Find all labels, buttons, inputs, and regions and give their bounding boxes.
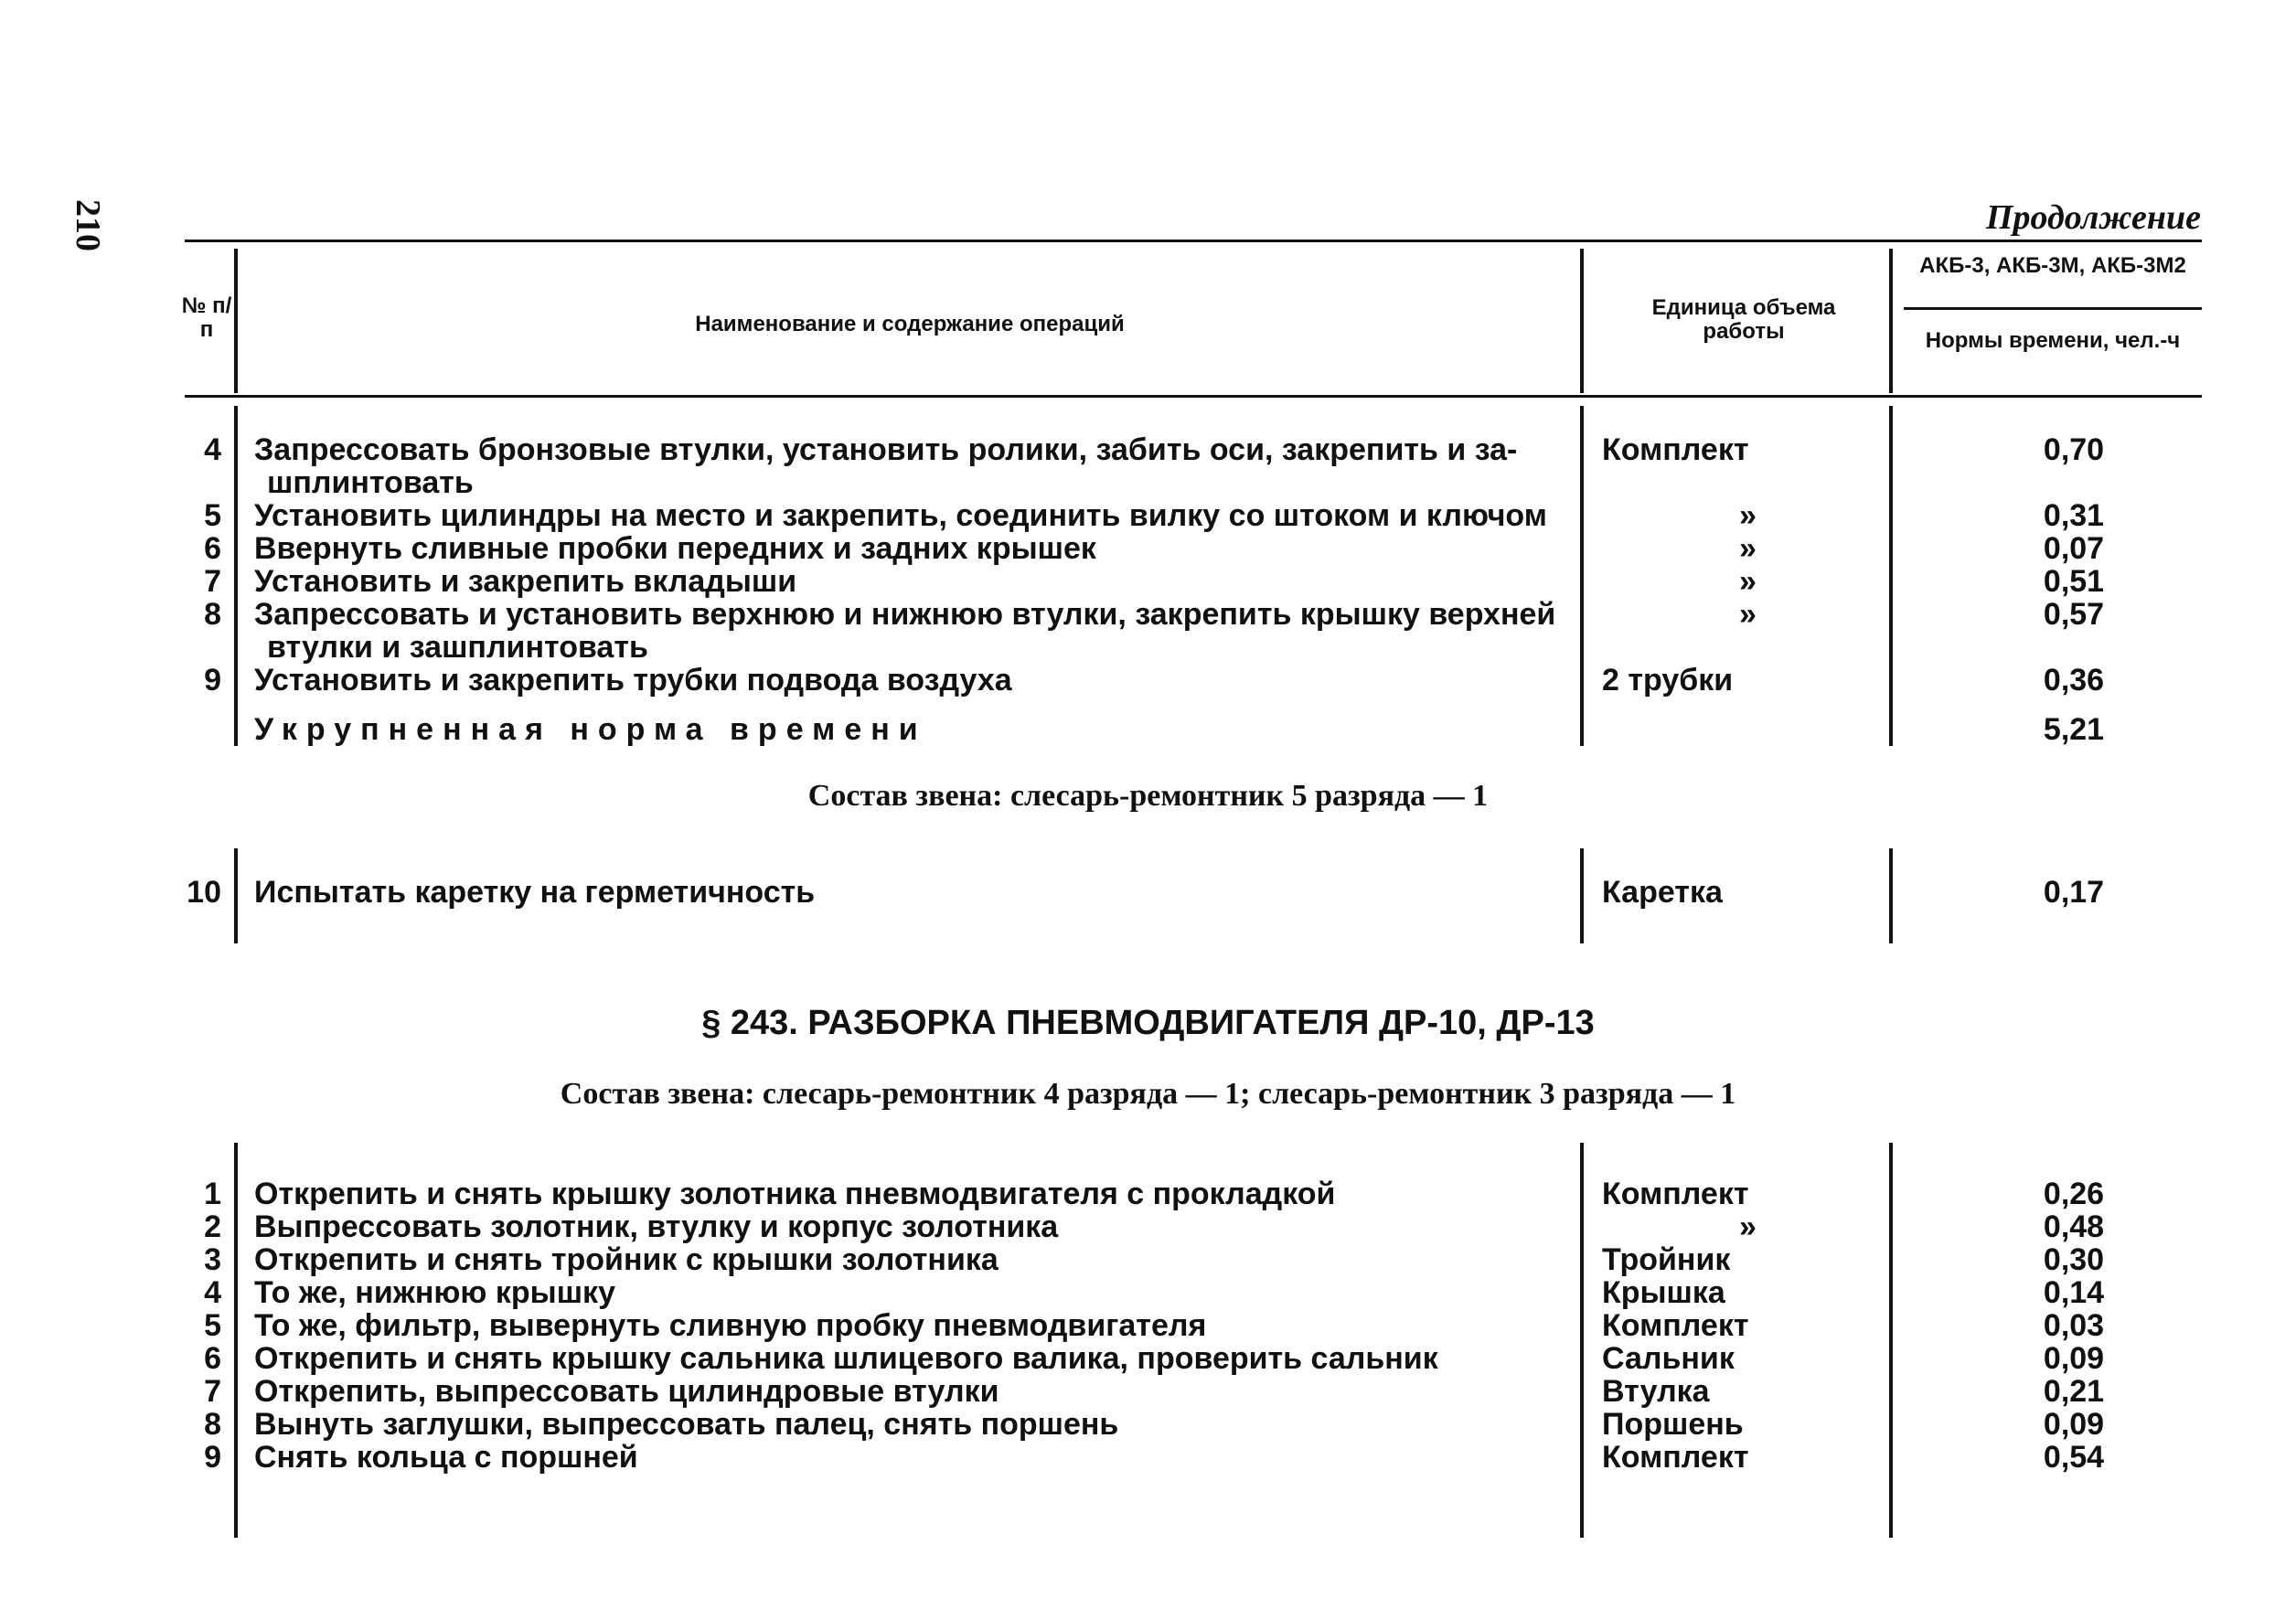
row-operation-line-1: Запрессовать и установить верхнюю и нижнюю втулки, закрепить крышку верхней — [254, 597, 1556, 632]
row-unit: » — [1739, 1209, 1757, 1244]
row-operation-line-2: шплинтовать — [267, 465, 474, 500]
row-unit: Комплект — [1602, 432, 1749, 467]
row-number: 1 — [204, 1177, 221, 1211]
row-number: 5 — [204, 1308, 221, 1343]
header-num: № п/п — [181, 293, 232, 342]
row-unit: 2 трубки — [1602, 663, 1734, 698]
section1-divider-3 — [1889, 406, 1893, 746]
row-number: 8 — [204, 597, 221, 632]
row-norm: 0,17 — [2043, 875, 2105, 910]
section1-divider-1 — [234, 406, 238, 746]
row-number: 10 — [187, 875, 221, 910]
row-unit: Комплект — [1602, 1177, 1749, 1211]
section2-divider-1 — [234, 848, 238, 943]
header-model: АКБ-3, АКБ-3М, АКБ-3М2 — [1919, 253, 2186, 278]
continuation-label: Продолжение — [1985, 198, 2201, 237]
row-number: 6 — [204, 1341, 221, 1376]
row-number: 7 — [204, 1374, 221, 1409]
row-unit: » — [1739, 531, 1757, 566]
row-norm: 0,48 — [2043, 1209, 2105, 1244]
header-model-rule — [1904, 307, 2202, 310]
crew-composition-1: Состав звена: слесарь-ремонтник 5 разряда — 1 — [807, 779, 1489, 813]
header-unit: Единица объема работы — [1651, 295, 1836, 344]
page-number: 210 — [69, 199, 107, 251]
header-divider-2 — [1580, 249, 1584, 393]
row-operation — [254, 598, 1571, 664]
row-operation: Ввернуть сливные пробки передних и задних крышек — [254, 531, 1096, 566]
row-number: 9 — [204, 663, 221, 698]
row-operation-line-1: Запрессовать бронзовые втулки, установить ролики, забить оси, закрепить и за- — [254, 432, 1518, 467]
row-unit: Крышка — [1602, 1275, 1725, 1310]
row-operation: Выпрессовать золотник, втулку и корпус золотника — [254, 1209, 1059, 1244]
section243-divider-3 — [1889, 1143, 1893, 1538]
row-operation: Испытать каретку на герметичность — [254, 875, 816, 910]
row-unit: Комплект — [1602, 1308, 1749, 1343]
crew-composition-243: Состав звена: слесарь-ремонтник 4 разряда — 1; слесарь-ремонтник 3 разряда — 1 — [560, 1077, 1736, 1111]
row-norm: 0,70 — [2043, 432, 2105, 467]
row-unit: » — [1739, 564, 1757, 599]
row-operation: Открепить, выпрессовать цилиндровые втулки — [254, 1374, 999, 1409]
row-number: 6 — [204, 531, 221, 566]
header-divider-1 — [234, 249, 238, 393]
row-norm: 0,36 — [2043, 663, 2105, 698]
total-label: Укрупненная норма времени — [254, 712, 927, 747]
row-operation: Установить и закрепить вкладыши — [254, 564, 797, 599]
row-unit: Поршень — [1602, 1407, 1744, 1442]
row-unit: » — [1739, 498, 1757, 533]
row-number: 9 — [204, 1440, 221, 1475]
section2-divider-3 — [1889, 848, 1893, 943]
row-norm: 0,09 — [2043, 1407, 2105, 1442]
row-number: 2 — [204, 1209, 221, 1244]
row-norm: 0,31 — [2043, 498, 2105, 533]
row-operation: Установить цилиндры на место и закрепить, соединить вилку со штоком и ключом — [254, 498, 1547, 533]
header-divider-3 — [1889, 249, 1893, 393]
row-operation: То же, фильтр, вывернуть сливную пробку пневмодвигателя — [254, 1308, 1207, 1343]
row-operation-line-2: втулки и зашплинтовать — [267, 630, 648, 665]
row-operation — [254, 433, 1571, 499]
row-operation: Открепить и снять тройник с крышки золотника — [254, 1242, 998, 1277]
section2-divider-2 — [1580, 848, 1584, 943]
row-norm: 0,14 — [2043, 1275, 2105, 1310]
row-norm: 0,07 — [2043, 531, 2105, 566]
row-operation: Снять кольца с поршней — [254, 1440, 638, 1475]
row-norm: 0,30 — [2043, 1242, 2105, 1277]
row-operation: Вынуть заглушки, выпрессовать палец, снять поршень — [254, 1407, 1119, 1442]
row-number: 4 — [204, 432, 221, 467]
row-norm: 0,26 — [2043, 1177, 2105, 1211]
row-operation: Открепить и снять крышку сальника шлицевого валика, проверить сальник — [254, 1341, 1438, 1376]
row-operation: Установить и закрепить трубки подвода воздуха — [254, 663, 1012, 698]
section243-divider-2 — [1580, 1143, 1584, 1538]
row-unit: Комплект — [1602, 1440, 1749, 1475]
row-unit: Сальник — [1602, 1341, 1735, 1376]
row-number: 5 — [204, 498, 221, 533]
row-number: 3 — [204, 1242, 221, 1277]
row-norm: 0,09 — [2043, 1341, 2105, 1376]
row-norm: 0,21 — [2043, 1374, 2105, 1409]
row-number: 7 — [204, 564, 221, 599]
row-operation: Открепить и снять крышку золотника пневмодвигателя с прокладкой — [254, 1177, 1336, 1211]
row-unit: » — [1739, 597, 1757, 632]
header-bottom-rule — [185, 395, 2202, 398]
row-norm: 0,03 — [2043, 1308, 2105, 1343]
section-243-title: § 243. РАЗБОРКА ПНЕВМОДВИГАТЕЛЯ ДР-10, ДР-13 — [701, 1004, 1595, 1042]
total-value: 5,21 — [2043, 712, 2105, 747]
row-number: 4 — [204, 1275, 221, 1310]
row-unit: Втулка — [1602, 1374, 1710, 1409]
row-unit: Тройник — [1602, 1242, 1731, 1277]
row-number: 8 — [204, 1407, 221, 1442]
row-unit: Каретка — [1602, 875, 1723, 910]
section243-divider-1 — [234, 1143, 238, 1538]
row-norm: 0,54 — [2043, 1440, 2105, 1475]
row-norm: 0,51 — [2043, 564, 2105, 599]
row-norm: 0,57 — [2043, 597, 2105, 632]
header-norm: Нормы времени, чел.-ч — [1925, 328, 2181, 353]
header-top-rule — [185, 240, 2202, 242]
section1-divider-2 — [1580, 406, 1584, 746]
header-name: Наименование и содержание операций — [695, 312, 1125, 336]
row-operation: То же, нижнюю крышку — [254, 1275, 615, 1310]
